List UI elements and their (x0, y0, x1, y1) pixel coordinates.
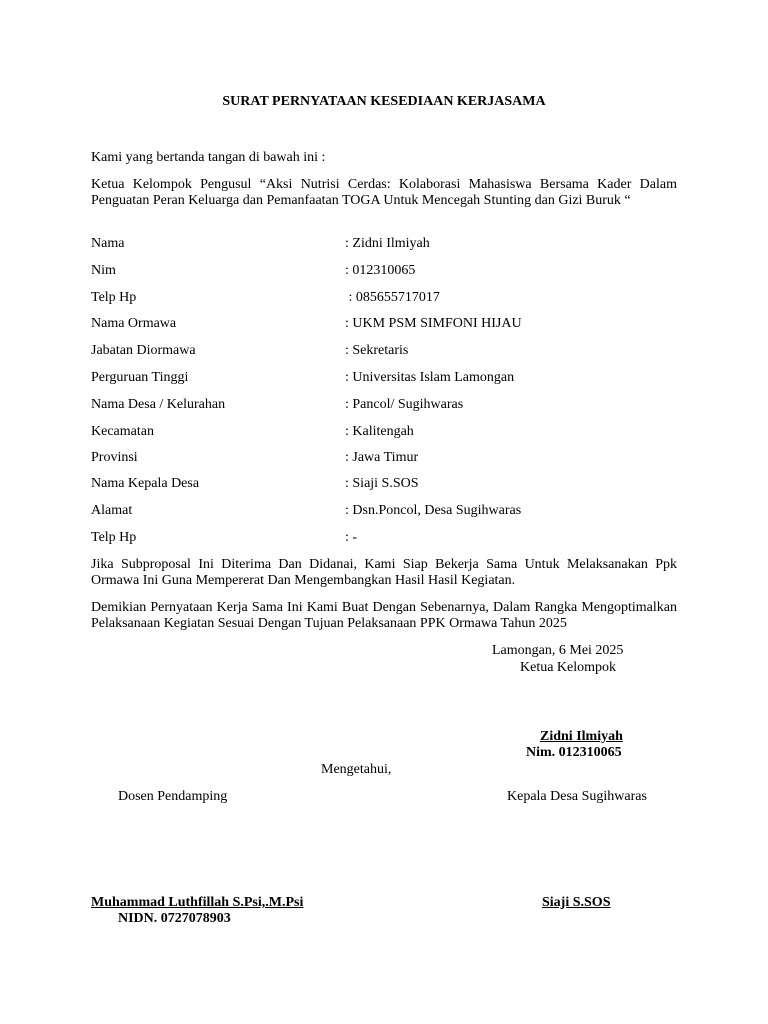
field-value-kepala-desa: : Siaji S.SOS (345, 476, 419, 491)
field-value-kecamatan: : Kalitengah (345, 424, 414, 439)
field-label-nama: Nama (91, 236, 125, 251)
field-value-jabatan: : Sekretaris (345, 343, 409, 358)
leader-name: Zidni Ilmiyah (540, 729, 623, 744)
acknowledgement-label: Mengetahui, (321, 762, 392, 777)
field-label-desa: Nama Desa / Kelurahan (91, 397, 226, 412)
field-value-telp-desa: : - (345, 530, 358, 545)
field-label-telp: Telp Hp (91, 290, 137, 305)
field-label-ormawa: Nama Ormawa (91, 316, 177, 331)
field-label-kecamatan: Kecamatan (91, 424, 154, 439)
field-label-nim: Nim (91, 263, 116, 278)
field-value-perguruan-tinggi: : Universitas Islam Lamongan (345, 370, 515, 385)
leader-nim: Nim. 012310065 (526, 745, 622, 760)
commitment-paragraph: Jika Subproposal Ini Diterima Dan Didanai, Kami Siap Bekerja Sama Untuk Melaksanakan Ppk Ormawa Ini Guna Mempererat Dan Mengembangkan Hasil Hasil Kegiatan. (91, 557, 677, 588)
closing-paragraph: Demikian Pernyataan Kerja Sama Ini Kami Buat Dengan Sebenarnya, Dalam Rangka Mengoptimalkan Pelaksanaan Kegiatan Sesuai Dengan Tujuan Pelaksanaan PPK Ormawa Tahun 2025 (91, 600, 677, 631)
advisor-role: Dosen Pendamping (118, 789, 228, 804)
leader-role: Ketua Kelompok (520, 660, 617, 675)
field-value-nama: : Zidni Ilmiyah (345, 236, 430, 251)
field-value-nim: : 012310065 (345, 263, 416, 278)
village-head-role: Kepala Desa Sugihwaras (507, 789, 647, 804)
document-title: SURAT PERNYATAAN KESEDIAAN KERJASAMA (222, 94, 546, 109)
place-date: Lamongan, 6 Mei 2025 (492, 643, 624, 658)
field-value-desa: : Pancol/ Sugihwaras (345, 397, 464, 412)
field-label-perguruan-tinggi: Perguruan Tinggi (91, 370, 189, 385)
field-label-telp-desa: Telp Hp (91, 530, 137, 545)
advisor-nidn: NIDN. 0727078903 (118, 911, 231, 926)
field-label-kepala-desa: Nama Kepala Desa (91, 476, 200, 491)
field-value-ormawa: : UKM PSM SIMFONI HIJAU (345, 316, 522, 331)
field-label-alamat: Alamat (91, 503, 133, 518)
field-label-provinsi: Provinsi (91, 450, 138, 465)
intro-text: Kami yang bertanda tangan di bawah ini : (91, 150, 326, 165)
field-value-alamat: : Dsn.Poncol, Desa Sugihwaras (345, 503, 522, 518)
statement-paragraph: Ketua Kelompok Pengusul “Aksi Nutrisi Cerdas: Kolaborasi Mahasiswa Bersama Kader Dalam Penguatan Peran Keluarga dan Pemanfaatan TOGA Untuk Mencegah Stunting dan Gizi Buruk “ (91, 177, 677, 208)
village-head-name: Siaji S.SOS (542, 895, 611, 910)
advisor-name: Muhammad Luthfillah S.Psi,.M.Psi (91, 895, 304, 910)
field-value-telp: : 085655717017 (345, 290, 440, 305)
field-label-jabatan: Jabatan Diormawa (91, 343, 196, 358)
field-value-provinsi: : Jawa Timur (345, 450, 419, 465)
